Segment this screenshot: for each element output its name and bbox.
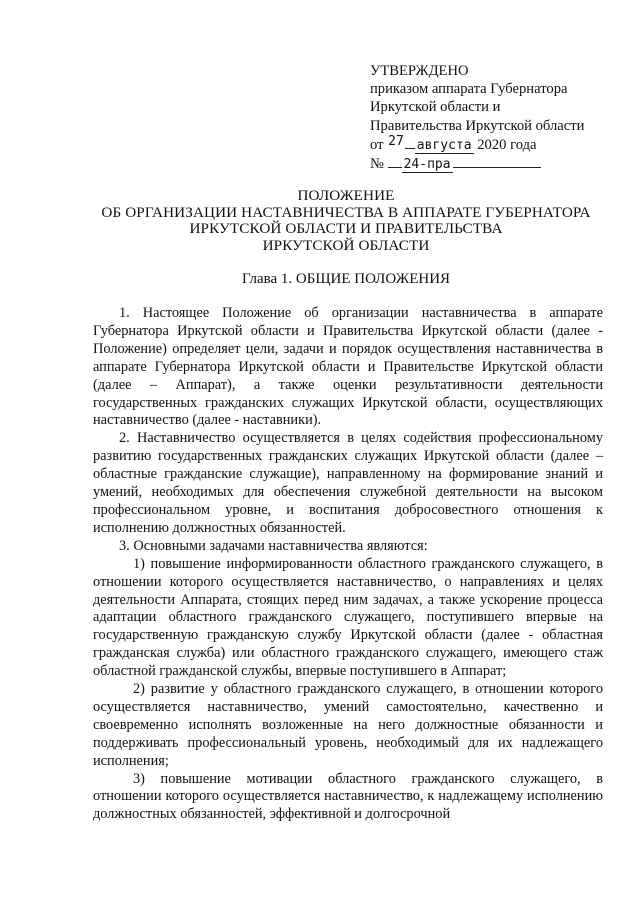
approval-block (370, 62, 632, 173)
date-blank-1 (405, 135, 415, 149)
paragraph-3-item-2: 2) развитие у областного гражданского служащего, в отношении которого осуществляется наставничество, умений самостоятельно, качественно и своевременно исполнять возложенные на него должностные обязанности и поддерживать профессиональный уровень, необходимый для их надлежащего исполнения; (93, 681, 603, 769)
approval-number-line (370, 154, 632, 173)
chapter-heading: Глава 1. ОБЩИЕ ПОЛОЖЕНИЯ (241, 271, 451, 287)
document-body (93, 305, 603, 824)
title-line-4: ИРКУТСКОЙ ОБЛАСТИ (262, 236, 430, 254)
title-line-1: ПОЛОЖЕНИЕ (297, 187, 395, 204)
approval-line-3: Правительства Иркутской области (370, 117, 585, 134)
paragraph-1: 1. Настоящее Положение об организации наставничества в аппарате Губернатора Иркутской области и Правительства Иркутской области (далее - Положение) определяет цели, задачи и порядок осуществления наставничества в аппарате Губернатора Иркутской области и Правительстве Иркутской области (далее – Аппарат), а также оценки результативности деятельности государственных гражданских служащих Иркутской области, осуществляющих наставничество (далее - наставники). (93, 305, 603, 429)
number-value: 24-пра (403, 157, 451, 173)
number-blank-1 (388, 154, 402, 168)
number-prefix: № (370, 156, 384, 173)
date-day: 27 (388, 133, 404, 149)
title-line-2: ОБ ОРГАНИЗАЦИИ НАСТАВНИЧЕСТВА В АППАРАТЕ ГУБЕРНАТОРА (101, 203, 591, 221)
approval-line-2: Иркутской области и (370, 99, 501, 116)
number-blank-2 (453, 154, 541, 168)
paragraph-3-item-1: 1) повышение информированности областного гражданского служащего, в отношении которого осуществляется наставничество, о направлениях и целях деятельности Аппарата, стоящих перед ним задачах, а также ускорение процесса адаптации областного гражданского служащего, поступившего впервые на государственную гражданскую службу Иркутской области (далее - областная гражданская служба) или областного гражданского служащего, имеющего стаж областной гражданской службы, впервые поступившего в Аппарат; (93, 555, 603, 680)
approval-heading: УТВЕРЖДЕНО (370, 63, 469, 79)
approval-date-line (370, 135, 632, 154)
date-month: августа (416, 137, 472, 153)
title-line-3: ИРКУТСКОЙ ОБЛАСТИ И ПРАВИТЕЛЬСТВА (189, 220, 503, 238)
paragraph-3-item-3: 3) повышение мотивации областного гражданского служащего, в отношении которого осуществляется наставничество, к надлежащему исполнению должностных обязанностей, эффективной и долгосрочной (93, 770, 603, 823)
paragraph-3: 3. Основными задачами наставничества являются: (119, 537, 428, 554)
document-title (90, 188, 602, 254)
paragraph-2: 2. Наставничество осуществляется в целях содействия профессиональному развитию государственных гражданских служащих Иркутской области (далее – областные гражданские служащие), направленному на формирование знаний и умений, необходимых для обеспечения служебной деятельности на высоком профессиональном уровне, и воспитания добросовестного отношения к исполнению должностных обязанностей. (93, 430, 603, 536)
approval-line-1: приказом аппарата Губернатора (370, 81, 568, 98)
date-year: 2020 года (477, 136, 537, 153)
date-prefix: от (370, 136, 384, 153)
